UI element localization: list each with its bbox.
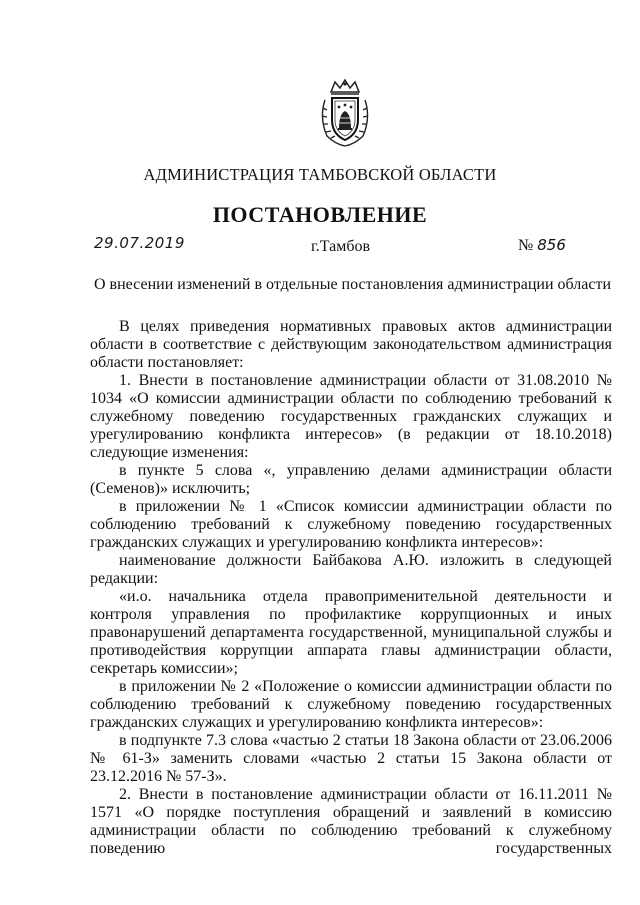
- issuing-authority: АДМИНИСТРАЦИЯ ТАМБОВСКОЙ ОБЛАСТИ: [143, 165, 497, 184]
- body-paragraph: наименование должности Байбакова А.Ю. изложить в следующей редакции:: [90, 552, 612, 587]
- body-paragraph: 2. Внести в постановление администрации области от 16.11.2011 № 1571 «О порядке поступления обращений и заявлений в комиссию администрации области по соблюдению требований к служебному поведению государственных: [90, 786, 612, 857]
- body-paragraph: в приложении № 2 «Положение о комиссии администрации области по соблюдению требований к служебному поведению государственных гражданских служащих и урегулированию конфликта интересов»:: [90, 678, 612, 731]
- body-paragraph: 1. Внести в постановление администрации области от 31.08.2010 № 1034 «О комиссии администрации области по соблюдению требований к служебному поведению государственных гражданских служащих и урегулированию конфликта интересов» (в редакции от 18.10.2018) следующие изменения:: [90, 372, 612, 461]
- document-number: 856: [537, 236, 566, 254]
- document-type-title: ПОСТАНОВЛЕНИЕ: [212, 202, 428, 227]
- document-city: г.Тамбов: [311, 238, 371, 255]
- body-paragraph: в приложении № 1 «Список комиссии администрации области по соблюдению требований к служебному поведению государственных гражданских служащих и урегулированию конфликта интересов»:: [90, 498, 612, 551]
- number-prefix: №: [518, 237, 534, 254]
- document-body: [90, 318, 612, 858]
- body-paragraph: «и.о. начальника отдела правоприменительной деятельности и контроля управления по профилактике коррупционных и иных правонарушений департамента государственной, муниципальной службы и противодействия коррупции аппарата главы администрации области, секретарь комиссии»;: [90, 588, 612, 677]
- document-number-block: [518, 236, 566, 255]
- body-paragraph: в пункте 5 слова «, управлению делами администрации области (Семенов)» исключить;: [90, 462, 612, 497]
- body-paragraph: В целях приведения нормативных правовых актов администрации области в соответствие с действующим законодательством администрация области постановляет:: [90, 318, 612, 371]
- document-subject: О внесении изменений в отдельные постановления администрации области: [94, 276, 611, 293]
- body-paragraph: в подпункте 7.3 слова «частью 2 статьи 18 Закона области от 23.06.2006 № 61-З» заменить словами «частью 2 статьи 15 Закона области от 23.12.2016 № 57-З».: [90, 732, 612, 785]
- document-date: 29.07.2019: [94, 234, 185, 252]
- coat-of-arms-icon: [317, 78, 373, 148]
